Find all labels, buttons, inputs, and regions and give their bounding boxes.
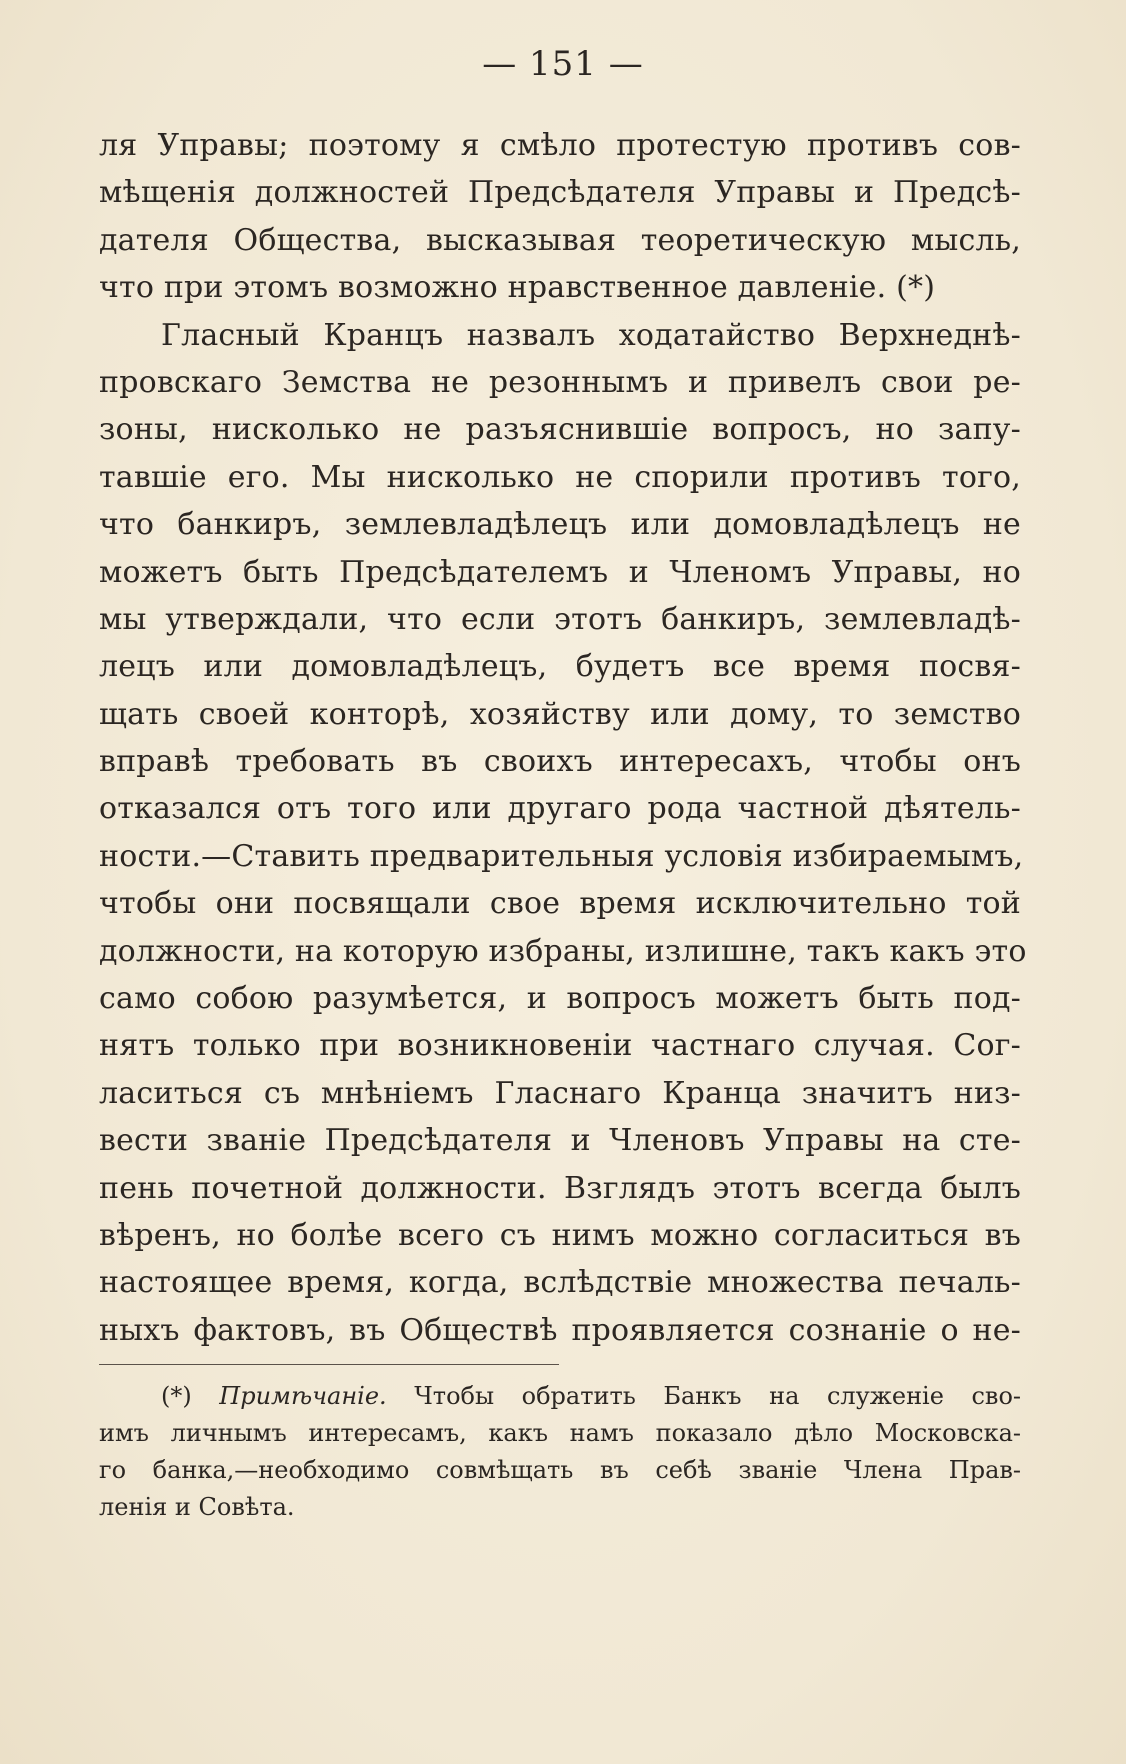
text-line: зоны, нисколько не разъяснившіе вопросъ, но запу- [99,412,1021,448]
text-line: ля Управы; поэтому я смѣло протестую противъ сов- [99,128,1021,163]
text-line: ности.—Ставить предварительныя условія избираемымъ, [99,838,1024,874]
footnote-marker: (*) [161,1382,192,1410]
text-line: лецъ или домовладѣлецъ, будетъ все время посвя- [99,649,1021,685]
page-number: — 151 — [482,44,644,84]
text-line: можетъ быть Предсѣдателемъ и Членомъ Управы, но [99,554,1021,590]
text-line: тавшіе его. Мы нисколько не спорили противъ того, [99,459,1021,495]
text-line: ласиться съ мнѣніемъ Гласнаго Кранца значитъ низ- [99,1075,1021,1111]
text-line: мы утверждали, что если этотъ банкиръ, землевладѣ- [99,601,1021,637]
footnote-text: Чтобы обратить Банкъ на служеніе сво- [414,1382,1022,1410]
text-line: настоящее время, когда, вслѣдствіе множества печаль- [99,1265,1021,1301]
text-line: само собою разумѣется, и вопросъ можетъ быть под- [99,981,1021,1017]
footnote-label: Примѣчаніе. [219,1382,387,1410]
text-line: провскаго Земства не резоннымъ и привелъ свои ре- [99,364,1021,400]
text-line: отказался отъ того или другаго рода частной дѣятель- [99,791,1021,827]
footnote-line [99,1378,1021,1415]
text-line: щать своей конторѣ, хозяйству или дому, то земство [99,696,1021,732]
text-line: должности, на которую избраны, излишне, такъ какъ это [99,933,1027,969]
text-line: что при этомъ возможно нравственное давленіе. (*) [99,270,936,306]
text-line: чтобы они посвящали свое время исключительно той [99,886,1021,922]
text-line: вправѣ требовать въ своихъ интересахъ, чтобы онъ [99,744,1021,780]
footnote [99,1378,1021,1526]
body-text [99,122,1027,1354]
text-line: дателя Общества, высказывая теоретическую мысль, [99,222,1021,258]
text-line: ныхъ фактовъ, въ Обществѣ проявляется сознаніе о не- [99,1312,1021,1348]
text-line: Гласный Кранцъ назвалъ ходатайство Верхнеднѣ- [161,317,1021,353]
text-line: пень почетной должности. Взглядъ этотъ всегда былъ [99,1170,1021,1206]
footnote-divider [99,1364,559,1365]
footnote-line: имъ личнымъ интересамъ, какъ намъ показало дѣло Московска- [99,1419,1021,1447]
text-line: вести званіе Предсѣдателя и Членовъ Управы на сте- [99,1123,1021,1159]
footnote-line: го банка,—необходимо совмѣщать въ себѣ званіе Члена Прав- [99,1456,1021,1484]
text-line: нятъ только при возникновеніи частнаго случая. Сог- [99,1028,1021,1064]
text-line: что банкиръ, землевладѣлецъ или домовладѣлецъ не [99,507,1021,543]
footnote-line: ленія и Совѣта. [99,1493,295,1521]
text-line: вѣренъ, но болѣе всего съ нимъ можно согласиться въ [99,1217,1021,1253]
text-line: мѣщенія должностей Предсѣдателя Управы и Предсѣ- [99,175,1021,211]
